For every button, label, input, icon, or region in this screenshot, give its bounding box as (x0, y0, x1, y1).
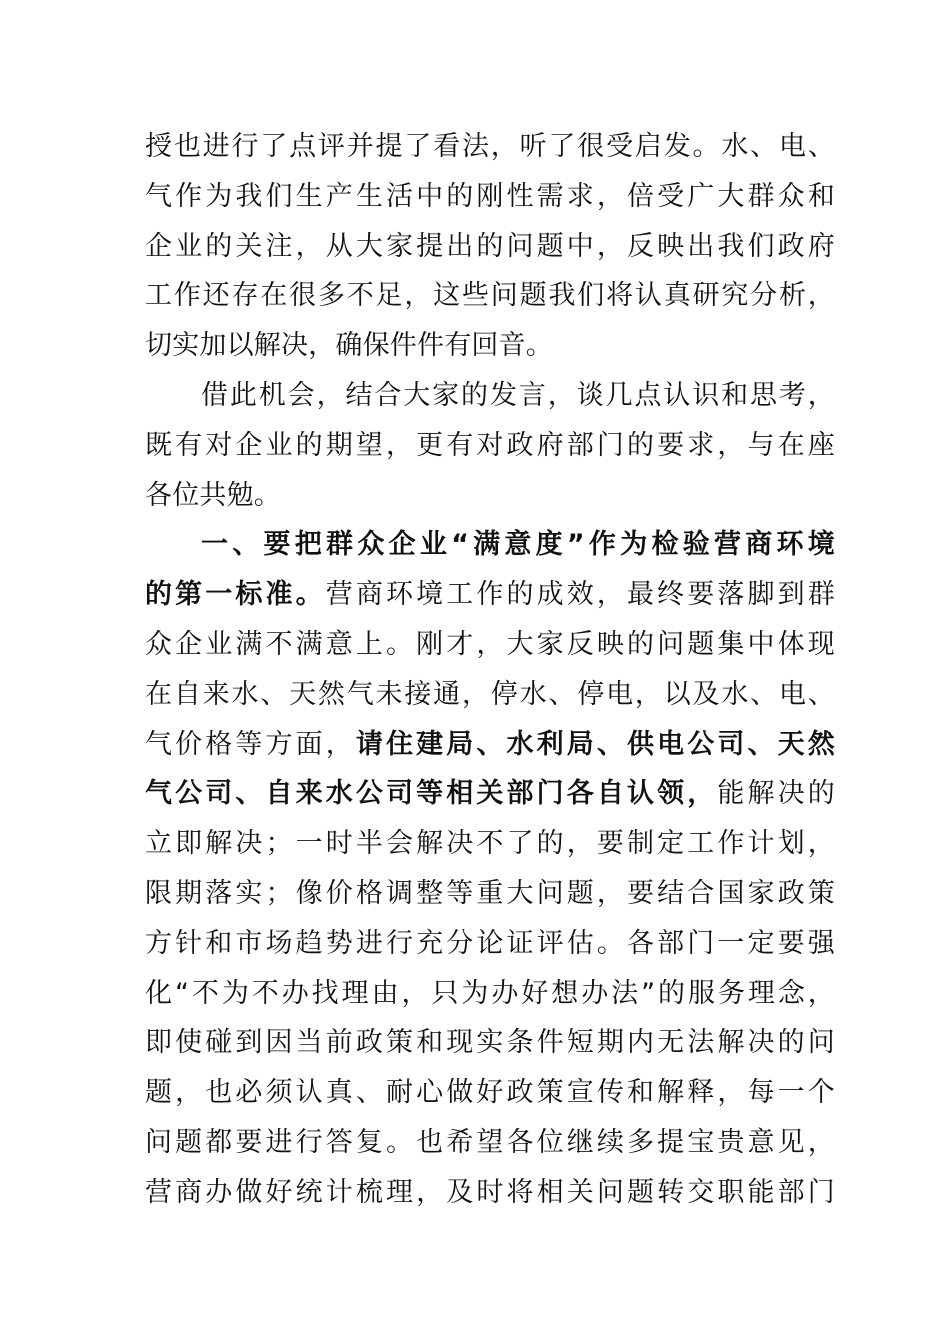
body-text (145, 122, 835, 1218)
text-segment: 各位共勉。 (145, 479, 281, 511)
bold-text-segment: 一、要把群众企业“满意度”作为检验营商环境 (201, 529, 835, 561)
text-segment: 问题都要进行答复。也希望各位继续多提宝贵意见， (145, 1126, 835, 1158)
text-line (145, 421, 835, 471)
text-line (145, 769, 835, 819)
text-segment: 切实加以解决，确保件件有回音。 (145, 330, 553, 362)
bold-text-segment: 请住建局、水利局、供电公司、天然 (355, 728, 835, 760)
text-segment: 营商环境工作的成效，最终要落脚到群 (325, 579, 835, 611)
text-segment: 借此机会，结合大家的发言，谈几点认识和思考， (201, 379, 835, 411)
text-line (145, 172, 835, 222)
text-segment: 方针和市场趋势进行充分论证评估。各部门一定要强 (145, 927, 835, 959)
text-line (145, 869, 835, 919)
text-line (145, 620, 835, 670)
text-line (145, 520, 835, 570)
text-segment: 能解决的 (717, 778, 835, 810)
text-segment: 化“不为不办找理由，只为办好想办法”的服务理念， (145, 977, 835, 1009)
text-segment: 营商办做好统计梳理，及时将相关问题转交职能部门 (145, 1176, 835, 1208)
text-segment: 题，也必须认真、耐心做好政策宣传和解释，每一个 (145, 1077, 835, 1109)
text-line (145, 1068, 835, 1118)
text-line (145, 222, 835, 272)
text-line (145, 122, 835, 172)
text-line (145, 1168, 835, 1218)
text-segment: 气价格等方面， (145, 728, 356, 760)
text-segment: 既有对企业的期望，更有对政府部门的要求，与在座 (145, 429, 835, 461)
text-segment: 在自来水、天然气未接通，停水、停电，以及水、电、 (145, 678, 835, 710)
text-segment: 限期落实；像价格调整等重大问题，要结合国家政策 (145, 877, 835, 909)
text-line (145, 919, 835, 969)
text-line (145, 720, 835, 770)
text-line (145, 321, 835, 371)
text-line (145, 969, 835, 1019)
text-line (145, 1118, 835, 1168)
text-segment: 即使碰到因当前政策和现实条件短期内无法解决的问 (145, 1027, 835, 1059)
text-line (145, 371, 835, 421)
bold-text-segment: 的第一标准。 (145, 579, 326, 611)
text-segment: 授也进行了点评并提了看法，听了很受启发。水、电、 (145, 131, 835, 162)
text-segment: 众企业满不满意上。刚才，大家反映的问题集中体现 (145, 628, 835, 660)
text-line (145, 471, 835, 521)
text-line (145, 670, 835, 720)
text-line (145, 819, 835, 869)
text-segment: 工作还存在很多不足，这些问题我们将认真研究分析， (145, 280, 835, 312)
text-segment: 企业的关注，从大家提出的问题中，反映出我们政府 (145, 230, 835, 262)
text-segment: 立即解决；一时半会解决不了的，要制定工作计划， (145, 828, 835, 860)
bold-text-segment: 气公司、自来水公司等相关部门各自认领， (145, 778, 718, 810)
text-line (145, 271, 835, 321)
text-line (145, 1018, 835, 1068)
text-segment: 气作为我们生产生活中的刚性需求，倍受广大群众和 (145, 180, 835, 212)
text-line (145, 570, 835, 620)
